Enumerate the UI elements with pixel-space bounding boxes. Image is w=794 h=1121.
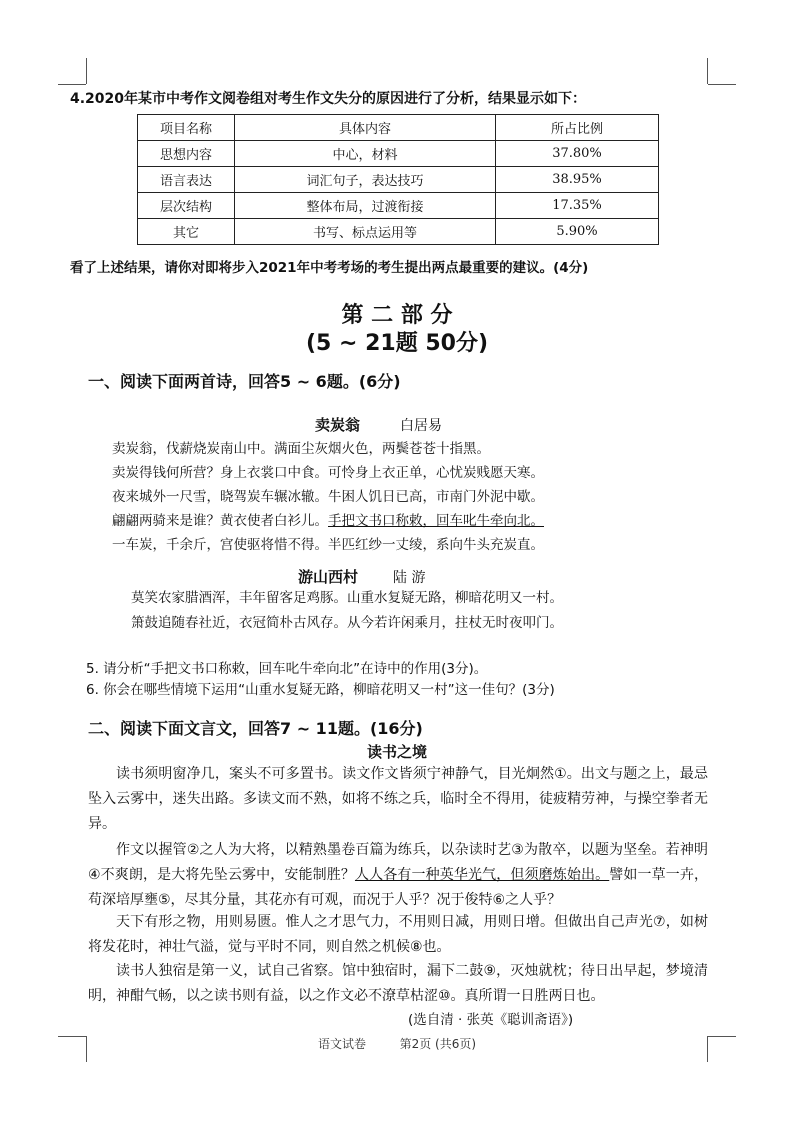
essay-title: 读书之境 <box>366 743 427 761</box>
crop-mark-top-right-v <box>707 58 708 84</box>
table-header-row <box>138 115 659 141</box>
table-cell: 5.90% <box>496 219 659 245</box>
footer-page-number: 第2页 (共6页) <box>399 1037 477 1051</box>
table-row <box>138 193 659 219</box>
table-cell: 书写、标点运用等 <box>235 219 496 245</box>
poem1-line-text: 翩翩两骑来是谁？黄衣使者白衫儿。 <box>112 513 328 529</box>
footer-subject: 语文试卷 <box>317 1037 366 1051</box>
part-subtitle: (5 ~ 21题 50分) <box>305 331 489 356</box>
essay-p2-underlined: 人人各有一种英华光气，但须磨炼始出。 <box>354 867 610 883</box>
table-cell: 思想内容 <box>138 141 235 167</box>
essay-paragraph-3: 天下有形之物，用则易匮。惟人之才思气力，不用则日减，用则日增。但做出自己声光⑦，如树将发花时，神壮气溢，觉与平时不同，则自然之机候⑧也。 <box>88 914 708 955</box>
essay-paragraph-1: 读书须明窗净几，案头不可多置书。读文作文皆须宁神静气，目光炯然①。出文与题之上，最忌坠入云雾中，迷失出路。多读文而不熟，如将不练之兵，临时全不得用，徒疲精劳神，与操空拳者无异。 <box>88 766 708 832</box>
question-5: 5. 请分析“手把文书口称敕，回车叱牛牵向北”在诗中的作用(3分)。 <box>86 661 488 677</box>
table-header: 项目名称 <box>138 115 235 141</box>
poem1-line-4 <box>112 509 544 529</box>
poem2-line: 箫鼓追随春社近，衣冠简朴古风存。从今若许闲乘月，拄杖无时夜叩门。 <box>131 615 563 631</box>
poem1-line: 卖炭翁，伐薪烧炭南山中。满面尘灰烟火色，两鬓苍苍十指黑。 <box>112 441 490 457</box>
q4-ask: 看了上述结果，请你对即将步入2021年中考考场的考生提出两点最重要的建议。(4分) <box>70 260 589 276</box>
question-6: 6. 你会在哪些情境下运用“山重水复疑无路，柳暗花明又一村”这一佳句？(3分) <box>86 682 555 698</box>
section2-heading: 二、阅读下面文言文，回答7 ~ 11题。(16分) <box>88 719 423 738</box>
essay-paragraph-2 <box>88 838 708 913</box>
table-header: 具体内容 <box>235 115 496 141</box>
poem2-author: 陆 游 <box>393 570 426 586</box>
poem1-line: 卖炭得钱何所营？身上衣裳口中食。可怜身上衣正单，心忧炭贱愿天寒。 <box>112 465 544 481</box>
table-cell: 37.80% <box>496 141 659 167</box>
table-cell: 17.35% <box>496 193 659 219</box>
poem2-title: 游山西村 <box>298 568 359 586</box>
essay-p2-text-b: 譬如一草一卉，苟深培厚壅⑤，尽其分量，其花亦有可观，而况于人乎？况于俊特⑥之人乎？ <box>88 867 708 908</box>
poem1-author: 白居易 <box>400 418 442 434</box>
table-header: 所占比例 <box>496 115 659 141</box>
table-row <box>138 219 659 245</box>
essay-p2-text-a: 作文以握管②之人为大将，以精熟墨卷百篇为练兵，以杂读时艺③为散卒，以题为坚垒。若神明④不爽朗，是大将先坠云雾中，安能制胜？ <box>88 842 708 883</box>
q4-table <box>137 114 659 245</box>
table-cell: 整体布局，过渡衔接 <box>235 193 496 219</box>
crop-mark-top-left-v <box>86 58 87 84</box>
section1-heading: 一、阅读下面两首诗，回答5 ~ 6题。(6分) <box>88 372 401 391</box>
table-row <box>138 167 659 193</box>
part-title: 第 二 部 分 <box>341 303 453 328</box>
q4-prompt: 4.2020年某市中考作文阅卷组对考生作文失分的原因进行了分析，结果显示如下： <box>70 91 587 107</box>
table-cell: 词汇句子，表达技巧 <box>235 167 496 193</box>
crop-mark-top-left-h <box>58 84 86 85</box>
page-footer <box>0 1035 794 1052</box>
poem1-line: 一车炭，千余斤，宫使驱将惜不得。半匹红纱一丈绫，系向牛头充炭直。 <box>112 537 544 553</box>
essay-source: (选自清 · 张英《聪训斋语》) <box>408 1012 574 1028</box>
poem1-line: 夜来城外一尺雪，晓驾炭车辗冰辙。牛困人饥日已高，市南门外泥中歇。 <box>112 489 544 505</box>
table-cell: 层次结构 <box>138 193 235 219</box>
poem1-underlined: 手把文书口称敕，回车叱牛牵向北。 <box>328 513 544 529</box>
table-cell: 其它 <box>138 219 235 245</box>
crop-mark-top-right-h <box>708 84 736 85</box>
table-cell: 语言表达 <box>138 167 235 193</box>
table-cell: 38.95% <box>496 167 659 193</box>
essay-paragraph-4: 读书人独宿是第一义，试自己省察。馆中独宿时，漏下二鼓⑨，灭烛就枕；待日出早起，梦境清明，神酣气畅，以之读书则有益，以之作文必不潦草枯涩⑩。真所谓一日胜两日也。 <box>88 963 708 1004</box>
table-cell: 中心，材料 <box>235 141 496 167</box>
table-row <box>138 141 659 167</box>
poem1-title: 卖炭翁 <box>315 416 361 434</box>
poem2-line: 莫笑农家腊酒浑，丰年留客足鸡豚。山重水复疑无路，柳暗花明又一村。 <box>131 590 563 606</box>
